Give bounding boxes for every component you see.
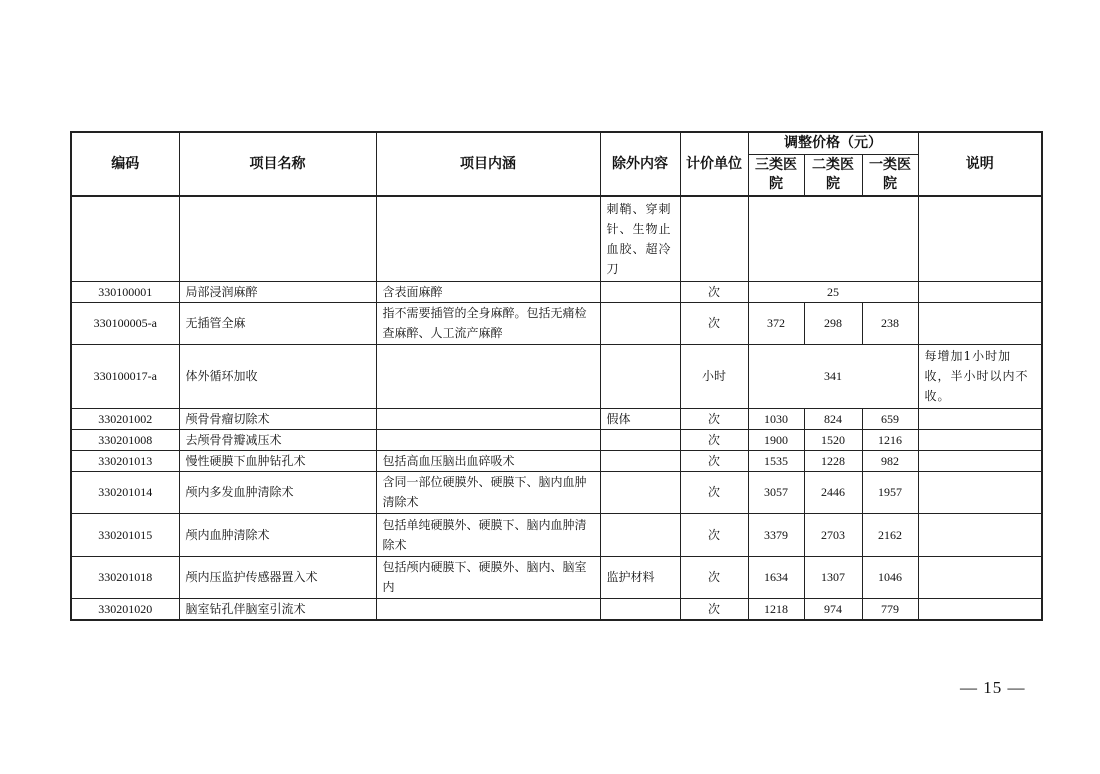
cell-price-class1: 1216 bbox=[862, 429, 918, 450]
cell-price-class3: 1634 bbox=[748, 556, 804, 598]
cell-note bbox=[918, 450, 1042, 471]
cell-price-class2: 298 bbox=[804, 302, 862, 344]
cell-unit: 次 bbox=[680, 408, 748, 429]
cell-price-class2: 2446 bbox=[804, 471, 862, 513]
cell-price-class1: 659 bbox=[862, 408, 918, 429]
cell-note bbox=[918, 598, 1042, 620]
cell-note bbox=[918, 429, 1042, 450]
cell-unit: 次 bbox=[680, 598, 748, 620]
cell-price-class1: 1046 bbox=[862, 556, 918, 598]
cell-price-class3: 3379 bbox=[748, 513, 804, 556]
cell-price-class3: 3057 bbox=[748, 471, 804, 513]
cell-code: 330201002 bbox=[71, 408, 179, 429]
cell-price-class2: 974 bbox=[804, 598, 862, 620]
cell-price-class2: 824 bbox=[804, 408, 862, 429]
cell-price-class2: 1520 bbox=[804, 429, 862, 450]
cell-unit: 次 bbox=[680, 450, 748, 471]
cell-excluded: 假体 bbox=[600, 408, 680, 429]
cell-name: 脑室钻孔伴脑室引流术 bbox=[179, 598, 376, 620]
cell-price-all: 25 bbox=[748, 281, 918, 302]
cell-unit: 小时 bbox=[680, 344, 748, 408]
cell-excluded bbox=[600, 302, 680, 344]
cell-content: 包括单纯硬膜外、硬膜下、脑内血肿清除术 bbox=[376, 513, 600, 556]
cell-content: 含同一部位硬膜外、硬膜下、脑内血肿清除术 bbox=[376, 471, 600, 513]
cell-unit: 次 bbox=[680, 281, 748, 302]
cell-content: 含表面麻醉 bbox=[376, 281, 600, 302]
cell-excluded bbox=[600, 281, 680, 302]
cell-code: 330201014 bbox=[71, 471, 179, 513]
cell-excluded bbox=[600, 429, 680, 450]
cell-note bbox=[918, 556, 1042, 598]
table-row bbox=[71, 408, 1042, 429]
cell-excluded bbox=[600, 450, 680, 471]
cell-excluded: 监护材料 bbox=[600, 556, 680, 598]
cell-note bbox=[918, 408, 1042, 429]
cell-note bbox=[918, 513, 1042, 556]
cell-price bbox=[748, 196, 918, 281]
cell-name: 慢性硬膜下血肿钻孔术 bbox=[179, 450, 376, 471]
cell-unit: 次 bbox=[680, 513, 748, 556]
table-row bbox=[71, 429, 1042, 450]
cell-name: 局部浸润麻醉 bbox=[179, 281, 376, 302]
cell-price-class3: 1030 bbox=[748, 408, 804, 429]
cell-name: 颅内多发血肿清除术 bbox=[179, 471, 376, 513]
cell-name bbox=[179, 196, 376, 281]
cell-excluded bbox=[600, 344, 680, 408]
cell-content bbox=[376, 408, 600, 429]
table-row bbox=[71, 556, 1042, 598]
cell-content: 包括高血压脑出血碎吸术 bbox=[376, 450, 600, 471]
cell-code: 330100017-a bbox=[71, 344, 179, 408]
header-class2: 二类医院 bbox=[804, 154, 862, 196]
header-notes: 说明 bbox=[918, 132, 1042, 196]
cell-code: 330201020 bbox=[71, 598, 179, 620]
header-class3: 三类医院 bbox=[748, 154, 804, 196]
cell-price-class2: 1307 bbox=[804, 556, 862, 598]
cell-unit: 次 bbox=[680, 471, 748, 513]
header-excluded: 除外内容 bbox=[600, 132, 680, 196]
cell-content bbox=[376, 598, 600, 620]
table-row bbox=[71, 513, 1042, 556]
table-row bbox=[71, 344, 1042, 408]
cell-content bbox=[376, 429, 600, 450]
cell-unit: 次 bbox=[680, 429, 748, 450]
cell-code: 330100001 bbox=[71, 281, 179, 302]
cell-excluded bbox=[600, 471, 680, 513]
cell-code: 330201018 bbox=[71, 556, 179, 598]
cell-price-class3: 372 bbox=[748, 302, 804, 344]
cell-price-class1: 1957 bbox=[862, 471, 918, 513]
table-row bbox=[71, 450, 1042, 471]
header-class1: 一类医院 bbox=[862, 154, 918, 196]
cell-price-class1: 982 bbox=[862, 450, 918, 471]
table-row bbox=[71, 471, 1042, 513]
table-row bbox=[71, 196, 1042, 281]
cell-price-class3: 1900 bbox=[748, 429, 804, 450]
cell-unit: 次 bbox=[680, 556, 748, 598]
cell-price-all: 341 bbox=[748, 344, 918, 408]
cell-name: 体外循环加收 bbox=[179, 344, 376, 408]
cell-content: 包括颅内硬膜下、硬膜外、脑内、脑室内 bbox=[376, 556, 600, 598]
cell-price-class2: 1228 bbox=[804, 450, 862, 471]
cell-name: 无插管全麻 bbox=[179, 302, 376, 344]
header-name: 项目名称 bbox=[179, 132, 376, 196]
page-number: — 15 — bbox=[960, 678, 1026, 697]
cell-price-class1: 238 bbox=[862, 302, 918, 344]
cell-code: 330201015 bbox=[71, 513, 179, 556]
cell-note bbox=[918, 302, 1042, 344]
cell-excluded bbox=[600, 513, 680, 556]
cell-price-class2: 2703 bbox=[804, 513, 862, 556]
table-row bbox=[71, 281, 1042, 302]
cell-code: 330100005-a bbox=[71, 302, 179, 344]
cell-price-class3: 1218 bbox=[748, 598, 804, 620]
cell-unit: 次 bbox=[680, 302, 748, 344]
cell-note bbox=[918, 471, 1042, 513]
fee-table bbox=[70, 131, 1043, 621]
cell-excluded bbox=[600, 598, 680, 620]
cell-code bbox=[71, 196, 179, 281]
cell-content bbox=[376, 196, 600, 281]
cell-name: 颅内压监护传感器置入术 bbox=[179, 556, 376, 598]
header-unit: 计价单位 bbox=[680, 132, 748, 196]
cell-note bbox=[918, 196, 1042, 281]
header-content: 项目内涵 bbox=[376, 132, 600, 196]
cell-price-class1: 779 bbox=[862, 598, 918, 620]
cell-price-class3: 1535 bbox=[748, 450, 804, 471]
table-row bbox=[71, 302, 1042, 344]
cell-note: 每增加1小时加收，半小时以内不收。 bbox=[918, 344, 1042, 408]
cell-code: 330201008 bbox=[71, 429, 179, 450]
cell-unit bbox=[680, 196, 748, 281]
cell-excluded: 刺鞘、穿刺针、生物止血胶、超冷刀 bbox=[600, 196, 680, 281]
cell-content bbox=[376, 344, 600, 408]
cell-note bbox=[918, 281, 1042, 302]
cell-name: 去颅骨骨瓣减压术 bbox=[179, 429, 376, 450]
cell-price-class1: 2162 bbox=[862, 513, 918, 556]
table-header bbox=[71, 132, 1042, 196]
header-price-group: 调整价格（元） bbox=[748, 132, 918, 154]
cell-content: 指不需要插管的全身麻醉。包括无痛检查麻醉、人工流产麻醉 bbox=[376, 302, 600, 344]
table-row bbox=[71, 598, 1042, 620]
cell-code: 330201013 bbox=[71, 450, 179, 471]
cell-name: 颅内血肿清除术 bbox=[179, 513, 376, 556]
header-code: 编码 bbox=[71, 132, 179, 196]
cell-name: 颅骨骨瘤切除术 bbox=[179, 408, 376, 429]
